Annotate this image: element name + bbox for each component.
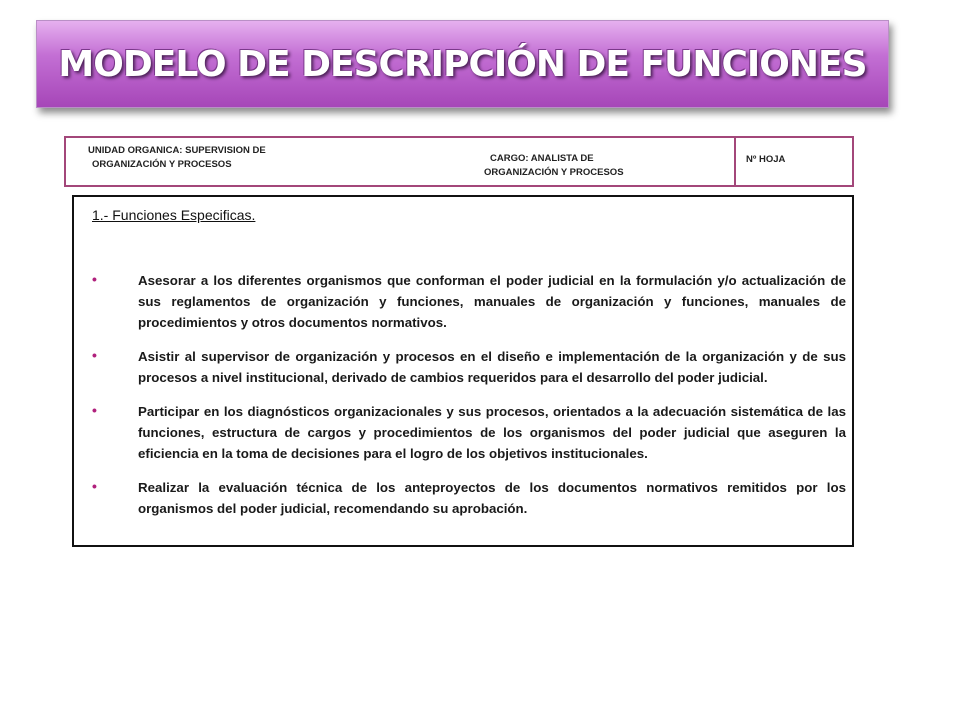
list-item <box>90 270 846 333</box>
function-text: Asistir al supervisor de organización y procesos en el diseño e implementación de la organización y de sus procesos a nivel institucional, derivado de cambios requeridos para el desarrollo del poder judicial. <box>138 349 846 385</box>
header-table <box>64 136 854 187</box>
header-divider <box>734 138 736 185</box>
section-heading: 1.- Funciones Especificas. <box>92 207 256 223</box>
unidad-organica-cell <box>88 144 266 172</box>
bullet-icon: • <box>92 402 97 418</box>
numero-hoja-cell: Nº HOJA <box>746 154 786 165</box>
unidad-organica-value: ORGANIZACIÓN Y PROCESOS <box>92 159 232 170</box>
list-item <box>90 346 846 388</box>
title-banner <box>36 20 889 108</box>
function-text: Realizar la evaluación técnica de los anteproyectos de los documentos normativos remitidos por los organismos del poder judicial, recomendando su aprobación. <box>138 480 846 516</box>
bullet-icon: • <box>92 271 97 287</box>
cargo-value: ORGANIZACIÓN Y PROCESOS <box>484 167 624 178</box>
list-item <box>90 401 846 464</box>
functions-box <box>72 195 854 547</box>
list-item <box>90 477 846 519</box>
function-text: Asesorar a los diferentes organismos que conforman el poder judicial en la formulación y/o actualización de sus reglamentos de organización y funciones, manuales de organización y funciones, manuales de procedimientos y otros documentos normativos. <box>138 273 846 330</box>
cargo-cell <box>484 152 624 180</box>
page-title: MODELO DE DESCRIPCIÓN DE FUNCIONES <box>58 43 867 85</box>
function-text: Participar en los diagnósticos organizacionales y sus procesos, orientados a la adecuación sistemática de las funciones, estructura de cargos y procedimientos de los organismos del poder judicial que aseguren la eficiencia en la toma de decisiones para el logro de los objetivos institucionales. <box>138 404 846 461</box>
unidad-organica-label: UNIDAD ORGANICA: SUPERVISION DE <box>88 145 266 156</box>
bullet-icon: • <box>92 478 97 494</box>
bullet-icon: • <box>92 347 97 363</box>
cargo-label: CARGO: ANALISTA DE <box>490 153 594 164</box>
functions-list <box>90 270 846 532</box>
